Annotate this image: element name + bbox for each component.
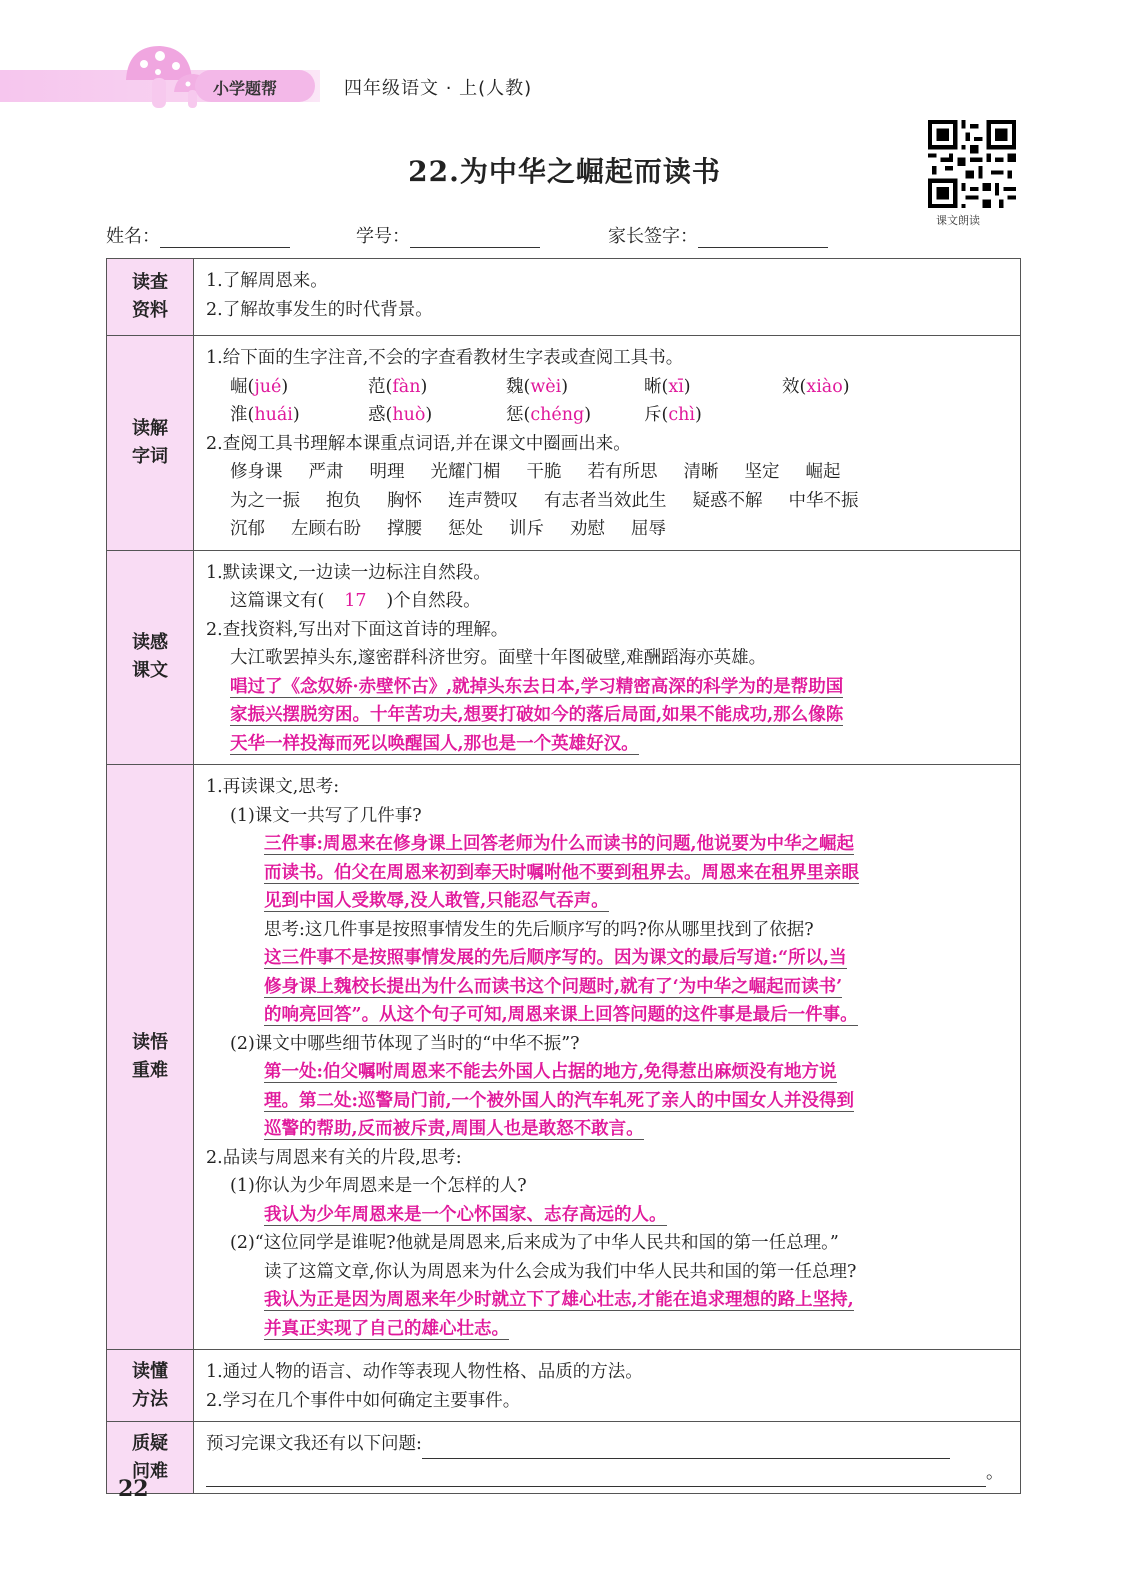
section-text-feel (107, 550, 1021, 765)
section-body (194, 765, 1021, 1350)
list-item: 2.学习在几个事件中如何确定主要事件。 (206, 1390, 521, 1411)
vocab-word: 撑腰 (387, 519, 422, 539)
vocab-word: 修身课 (230, 462, 283, 482)
pinyin-item: 惑(huò) (368, 405, 433, 425)
section-body (194, 550, 1021, 765)
name-label: 姓名： (106, 226, 160, 247)
vocab-word: 有志者当效此生 (544, 490, 667, 511)
question: (1)课文一共写了几件事? (230, 805, 422, 826)
question: 思考:这几件事是按照事情发生的先后顺序写的吗?你从哪里找到了依据? (264, 919, 814, 940)
worksheet-table (106, 258, 1021, 1494)
answer-line: 修身课上魏校长提出为什么而读书这个问题时,就有了‘为中华之崛起而读书’ (264, 976, 843, 997)
pinyin-item: 效(xiào) (782, 376, 850, 397)
vocab-word: 明理 (369, 462, 405, 482)
header-brand: 小学题帮 (213, 79, 278, 98)
pinyin-item: 斥(chì) (644, 405, 702, 425)
vocab-word: 训斥 (509, 519, 544, 539)
section-label: 质疑 问难 (107, 1422, 194, 1494)
vocab-word: 中华不振 (788, 490, 859, 511)
section-label: 读懂 方法 (107, 1350, 194, 1422)
list-item: 2.了解故事发生的时代背景。 (206, 299, 433, 320)
vocab-row (206, 515, 1010, 544)
question: 读了这篇文章,你认为周恩来为什么会成为我们中华人民共和国的第一任总理? (264, 1261, 857, 1282)
vocab-word: 若有所思 (587, 462, 658, 482)
name-field[interactable] (106, 222, 290, 248)
answer-line: 见到中国人受欺辱,没人敢管,只能忍气吞声。 (264, 891, 609, 911)
vocab-word: 劝慰 (570, 519, 605, 539)
question: 2.查阅工具书理解本课重点词语,并在课文中圈画出来。 (206, 433, 631, 454)
section-vocab (107, 336, 1021, 551)
pinyin-item: 淮(huái) (230, 405, 300, 425)
answer-line: 巡警的帮助,反而被斥责,周围人也是敢怒不敢言。 (264, 1119, 644, 1139)
vocab-row (206, 458, 1010, 487)
pinyin-item: 崛(jué) (230, 376, 289, 397)
answer-line: 第一处:伯父嘱咐周恩来不能去外国人占据的地方,免得惹出麻烦没有地方说 (264, 1062, 837, 1082)
student-no-label: 学号： (356, 226, 410, 247)
section-research (107, 259, 1021, 336)
pinyin-item: 魏(wèi) (506, 376, 569, 397)
answer-line: 唱过了《念奴娇·赤壁怀古》,就掉头东去日本,学习精密高深的科学为的是帮助国 (230, 676, 844, 697)
pinyin-item: 范(fàn) (368, 376, 428, 397)
answer-line: 我认为正是因为周恩来年少时就立下了雄心壮志,才能在追求理想的路上坚持, (264, 1290, 854, 1310)
vocab-word: 沉郁 (230, 519, 265, 539)
question: 1.默读课文,一边读一边标注自然段。 (206, 562, 491, 583)
section-key-points (107, 765, 1021, 1350)
pinyin-item: 惩(chéng) (506, 405, 592, 425)
answer-line: 天华一样投海而死以唤醒国人,那也是一个英雄好汉。 (230, 733, 639, 754)
answer-line: 家振兴摆脱穷困。十年苦功夫,想要打破如今的落后局面,如果不能成功,那么像陈 (230, 705, 844, 725)
page-number: 22 (118, 1476, 149, 1502)
answer-paragraph-count: 17 (344, 591, 367, 611)
question: 这篇课文有( 17 )个自然段。 (206, 587, 1010, 616)
answer-line: 我认为少年周恩来是一个心怀国家、志存高远的人。 (264, 1204, 667, 1225)
vocab-word: 胸怀 (387, 490, 422, 511)
vocab-word: 屈辱 (631, 519, 666, 539)
vocab-word: 疑惑不解 (692, 490, 763, 511)
section-label: 读查 资料 (107, 259, 194, 336)
question: 2.查找资料,写出对下面这首诗的理解。 (206, 619, 509, 640)
list-item: 1.了解周恩来。 (206, 271, 328, 291)
question: 2.品读与周恩来有关的片段,思考: (206, 1147, 462, 1168)
parent-sign-field[interactable] (608, 222, 828, 248)
section-questions (107, 1422, 1021, 1494)
answer-line: 而读书。伯父在周恩来初到奉天时嘱咐他不要到租界去。周恩来在租界里亲眼 (264, 862, 859, 883)
list-item: 1.通过人物的语言、动作等表现人物性格、品质的方法。 (206, 1362, 643, 1382)
section-body (194, 1422, 1021, 1494)
vocab-word: 清晰 (683, 462, 719, 482)
question: (1)你认为少年周恩来是一个怎样的人? (230, 1176, 527, 1196)
section-body (194, 1350, 1021, 1422)
answer-line: 的响亮回答”。从这个句子可知,周恩来课上回答问题的这件事是最后一件事。 (264, 1005, 858, 1025)
vocab-word: 坚定 (744, 462, 780, 482)
pinyin-item: 晰(xī) (644, 376, 691, 397)
pinyin-row (206, 401, 1010, 430)
answer-line: 理。第二处:巡警局门前,一个被外国人的汽车轧死了亲人的中国女人并没得到 (264, 1090, 855, 1111)
question: (2)“这位同学是谁呢?他就是周恩来,后来成为了中华人民共和国的第一任总理。” (230, 1233, 839, 1253)
poem: 大江歌罢掉头东,邃密群科济世穷。面壁十年图破壁,难酬蹈海亦英雄。 (230, 648, 767, 668)
vocab-word: 崛起 (805, 462, 841, 482)
vocab-word: 左顾右盼 (291, 519, 361, 539)
qr-caption: 课文朗读 (936, 214, 980, 227)
answer-line: 这三件事不是按照事情发展的先后顺序写的。因为课文的最后写道:“所以,当 (264, 948, 847, 968)
section-label: 读悟 重难 (107, 765, 194, 1350)
vocab-word: 光耀门楣 (430, 462, 501, 482)
header-book-title: 四年级语文 · 上(人教) (344, 78, 533, 99)
lesson-title: 22.为中华之崛起而读书 (408, 155, 721, 188)
pinyin-row (206, 373, 1010, 402)
vocab-word: 为之一振 (230, 490, 300, 511)
vocab-word: 严肃 (308, 462, 344, 482)
section-body (194, 259, 1021, 336)
section-label: 读解 字词 (107, 336, 194, 551)
qr-code-icon[interactable] (928, 120, 1016, 208)
student-no-field[interactable] (356, 222, 540, 248)
section-label: 读感 课文 (107, 550, 194, 765)
question-answer-line[interactable] (206, 1466, 986, 1487)
vocab-word: 抱负 (326, 490, 361, 511)
section-body (194, 336, 1021, 551)
question-answer-line[interactable] (422, 1438, 950, 1459)
parent-sign-label: 家长签字： (608, 226, 698, 247)
vocab-word: 惩处 (448, 519, 483, 539)
question: 1.再读课文,思考: (206, 777, 340, 797)
question: (2)课文中哪些细节体现了当时的“中华不振”? (230, 1033, 580, 1054)
period-mark: 。 (986, 1462, 1004, 1483)
question: 1.给下面的生字注音,不会的字查看教材生字表或查阅工具书。 (206, 348, 684, 368)
answer-line: 并真正实现了自己的雄心壮志。 (264, 1318, 509, 1339)
section-method (107, 1350, 1021, 1422)
answer-line: 三件事:周恩来在修身课上回答老师为什么而读书的问题,他说要为中华之崛起 (264, 834, 855, 854)
vocab-word: 连声赞叹 (448, 490, 518, 511)
question-prompt: 预习完课文我还有以下问题: (206, 1434, 422, 1454)
vocab-row (206, 487, 1010, 516)
vocab-word: 干脆 (526, 462, 562, 482)
